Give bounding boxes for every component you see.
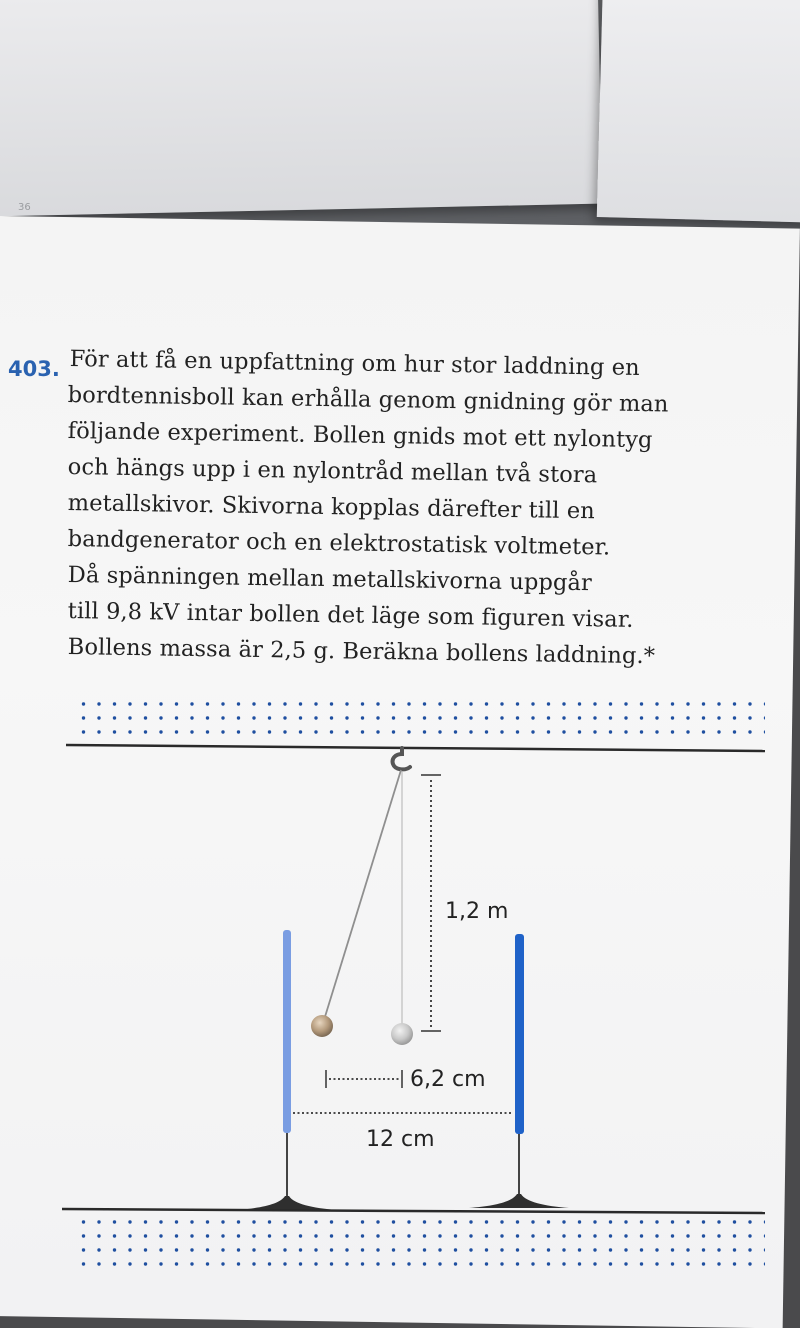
problem-line: följande experiment. Bollen gnids mot ett nylontyg	[67, 418, 653, 454]
bottom-dot-field	[70, 1214, 765, 1274]
thread-length-label: 1,2 m	[445, 899, 509, 924]
problem-line: För att få en uppfattning om hur stor laddning en	[69, 346, 640, 381]
top-baseline	[66, 745, 765, 751]
deflection-label: 6,2 cm	[410, 1067, 486, 1092]
problem-line: och hängs upp i en nylontråd mellan två stora	[67, 454, 598, 489]
stand-right-base	[469, 1194, 569, 1208]
bottom-baseline	[62, 1209, 765, 1213]
thread-deflected	[324, 770, 401, 1020]
metal-plate-left	[283, 930, 291, 1133]
plate-distance-label: 12 cm	[366, 1127, 435, 1152]
page-corner-number: 36	[18, 202, 31, 213]
stand-left-base	[237, 1196, 337, 1210]
ball-rest-position	[391, 1023, 413, 1045]
hook-icon	[393, 748, 410, 769]
problem-line: bordtennisboll kan erhålla genom gnidning gör man	[67, 382, 669, 418]
problem-line: Då spänningen mellan metallskivorna uppgår	[67, 562, 593, 597]
problem-line: Bollens massa är 2,5 g. Beräkna bollens laddning.*	[67, 634, 656, 670]
problem-line: till 9,8 kV intar bollen det läge som figuren visar.	[67, 598, 634, 633]
problem-line: bandgenerator och en elektrostatisk voltmeter.	[67, 526, 611, 561]
problem-line: metallskivor. Skivorna kopplas därefter till en	[67, 490, 596, 525]
top-dot-field	[75, 693, 765, 738]
ball-charged	[311, 1015, 333, 1037]
metal-plate-right	[515, 934, 524, 1134]
problem-number: 403.	[8, 357, 60, 381]
